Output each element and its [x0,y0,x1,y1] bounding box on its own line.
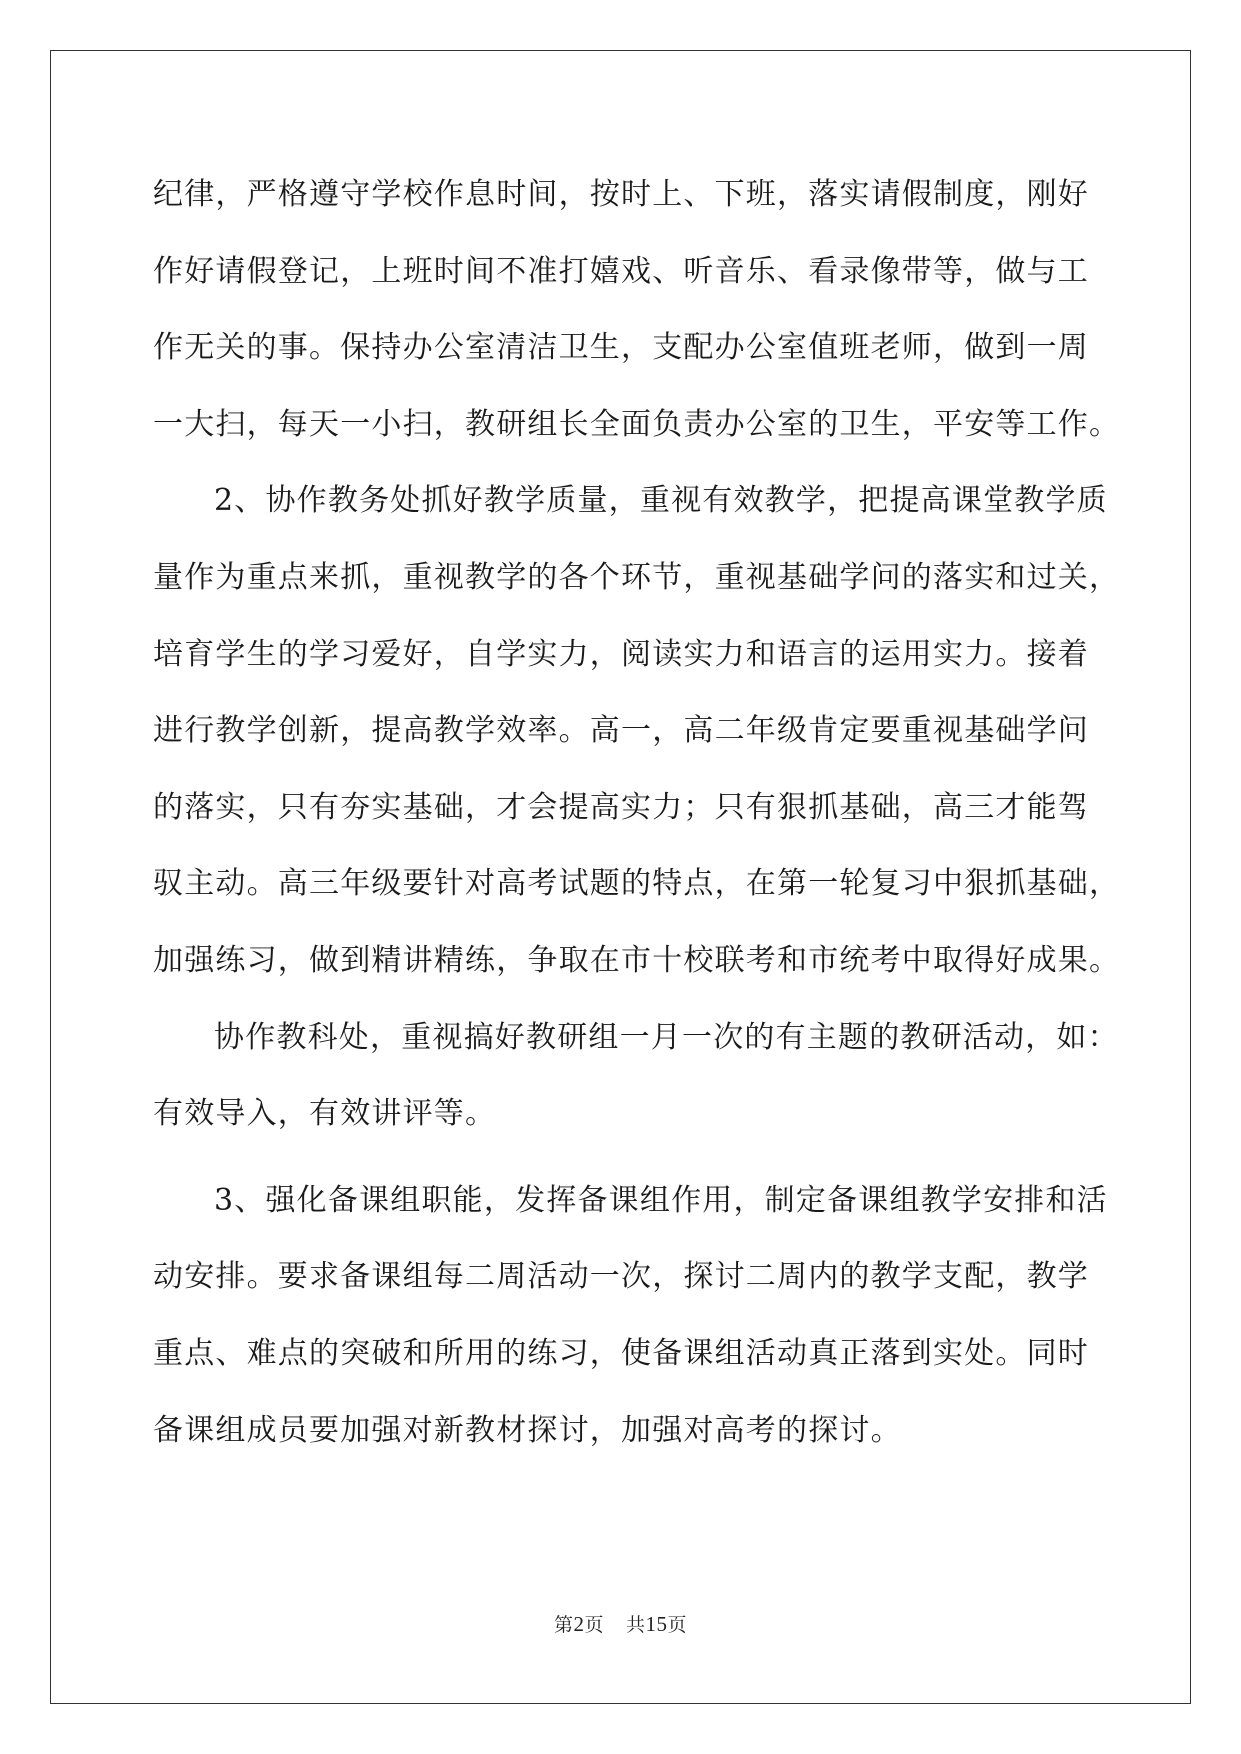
page-suffix: 页 [584,1614,604,1636]
paragraph-start-line: 2、协作教务处抓好教学质量，重视有效教学，把提高课堂教学质 [214,483,1108,519]
document-body [153,165,1121,1477]
text-line: 进行教学创新，提高教学效率。高一，高二年级肯定要重视基础学问 [153,713,1089,749]
text-line: 一大扫，每天一小扫，教研组长全面负责办公室的卫生，平安等工作。 [153,406,1121,442]
text-line: 培育学生的学习爱好，自学实力，阅读实力和语言的运用实力。接着 [153,636,1089,672]
text-line: 作无关的事。保持办公室清洁卫生，支配办公室值班老师，做到一周 [153,330,1089,366]
paragraph-start-line: 协作教科处，重视搞好教研组一月一次的有主题的教研活动，如： [214,1019,1119,1055]
text-line: 量作为重点来抓，重视教学的各个环节，重视基础学问的落实和过关， [153,559,1121,595]
total-suffix: 页 [667,1614,688,1636]
text-line: 的落实，只有夯实基础，才会提高实力；只有狠抓基础，高三才能驾 [153,789,1089,825]
text-line: 重点、难点的突破和所用的练习，使备课组活动真正落到实处。同时 [153,1335,1089,1371]
total-prefix: 共 [626,1614,646,1636]
text-line: 纪律，严格遵守学校作息时间，按时上、下班，落实请假制度，刚好 [153,177,1089,212]
page-footer [0,1610,1241,1637]
text-line: 驭主动。高三年级要针对高考试题的特点，在第一轮复习中狠抓基础， [153,866,1121,902]
text-line: 备课组成员要加强对新教材探讨，加强对高考的探讨。 [153,1412,902,1448]
text-line: 有效导入，有效讲评等。 [153,1096,497,1132]
paragraph-gap [153,1161,1093,1171]
total-pages: 15 [645,1612,668,1636]
page-number: 2 [573,1612,585,1636]
text-line: 动安排。要求备课组每二周活动一次，探讨二周内的教学支配，教学 [153,1259,1089,1295]
text-line: 作好请假登记，上班时间不准打嬉戏、听音乐、看录像带等，做与工 [153,253,1089,289]
paragraph-start-line: 3、强化备课组职能，发挥备课组作用，制定备课组教学安排和活 [214,1182,1108,1218]
text-line: 加强练习，做到精讲精练，争取在市十校联考和市统考中取得好成果。 [153,942,1121,978]
page-prefix: 第 [553,1614,574,1636]
